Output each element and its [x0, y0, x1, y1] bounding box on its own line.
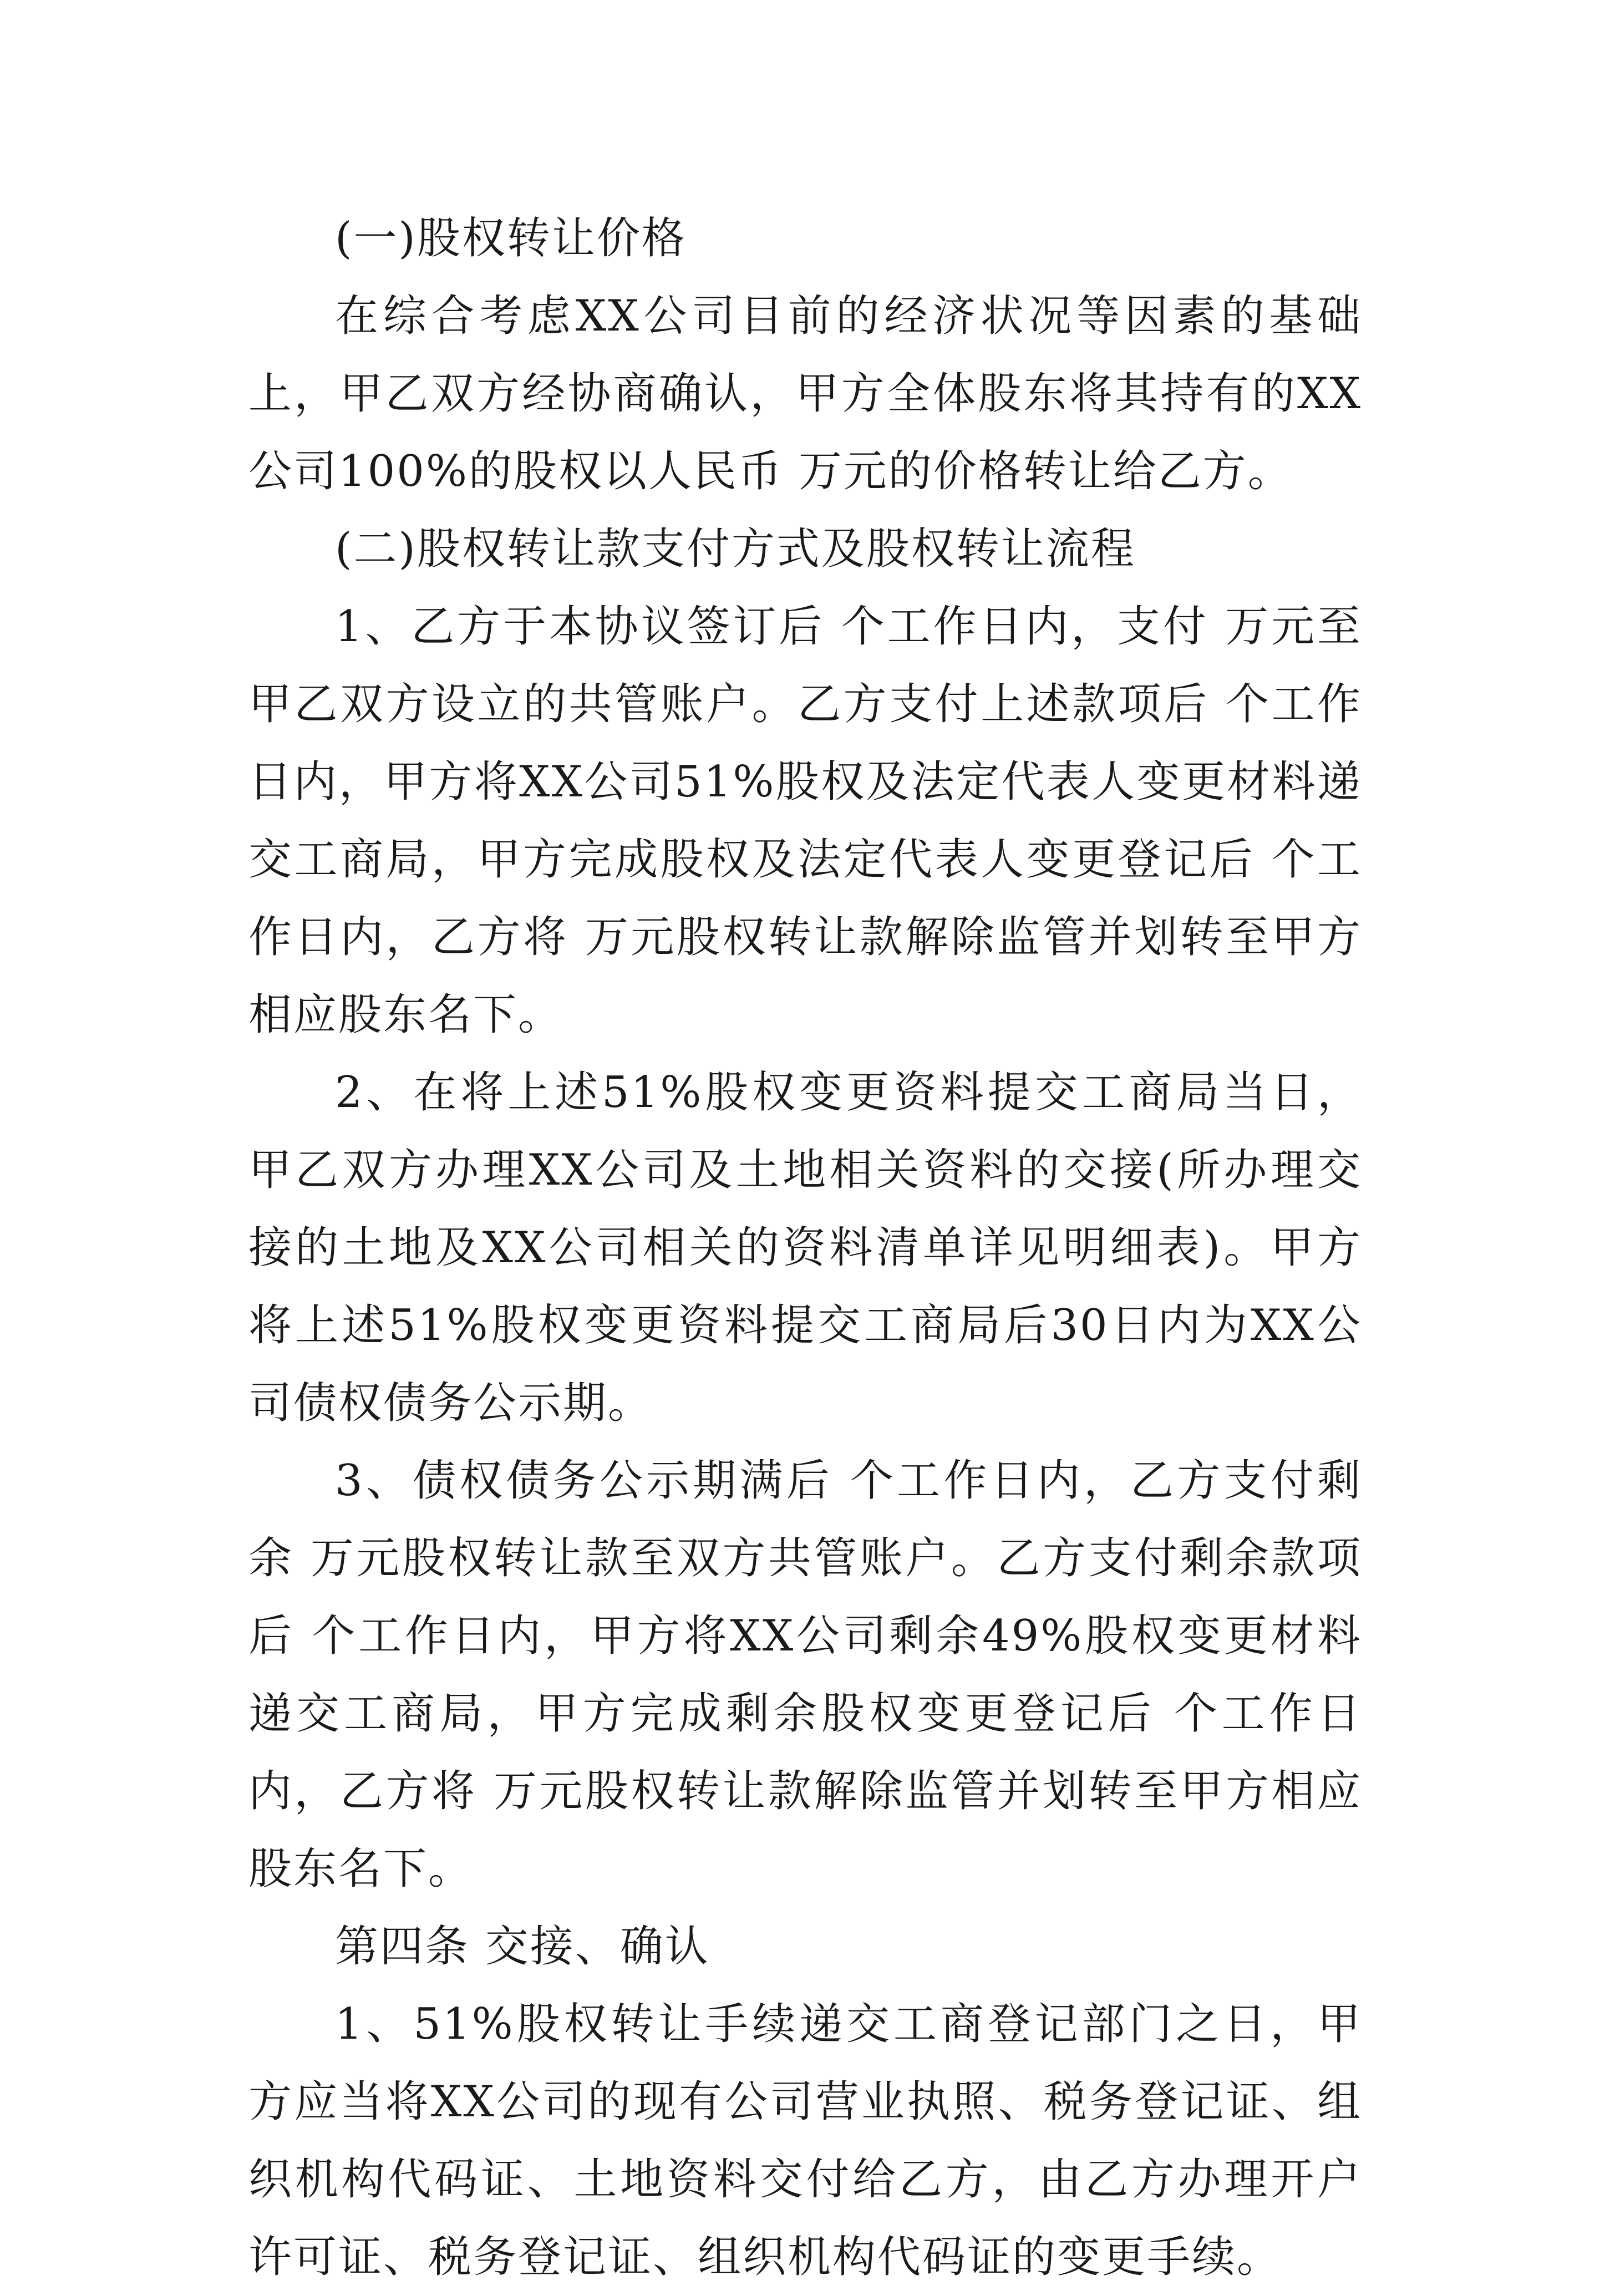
- paragraph-payment-step-2: 2、在将上述51%股权变更资料提交工商局当日，甲乙双方办理XX公司及土地相关资料的交接(所办理交接的土地及XX公司相关的资料清单详见明细表)。甲方将上述51%股权变更资料提交工商局后30日内为XX公司债权债务公示期。: [248, 1068, 1362, 1428]
- section-heading-payment: (二)股权转让款支付方式及股权转让流程: [335, 524, 1136, 574]
- section-heading-price: (一)股权转让价格: [335, 214, 687, 263]
- paragraph-price-terms: 在综合考虑XX公司目前的经济状况等因素的基础上，甲乙双方经协商确认，甲方全体股东将其持有的XX公司100%的股权以人民币 万元的价格转让给乙方。: [248, 291, 1362, 496]
- paragraph-handover-1: 1、51%股权转让手续递交工商登记部门之日，甲方应当将XX公司的现有公司营业执照、税务登记证、组织机构代码证、土地资料交付给乙方，由乙方办理开户许可证、税务登记证、组织机构代码证的变更手续。: [248, 1999, 1362, 2282]
- article-heading-handover: 第四条 交接、确认: [335, 1922, 710, 1972]
- document-body: [248, 200, 1362, 2296]
- paragraph-payment-step-3: 3、债权债务公示期满后 个工作日内，乙方支付剩余 万元股权转让款至双方共管账户。乙方支付剩余款项后 个工作日内，甲方将XX公司剩余49%股权变更材料递交工商局，甲方完成剩余股权变更登记后 个工作日内，乙方将 万元股权转让款解除监管并划转至甲方相应股东名下。: [248, 1456, 1362, 1894]
- paragraph-payment-step-1: 1、乙方于本协议签订后 个工作日内，支付 万元至甲乙双方设立的共管账户。乙方支付上述款项后 个工作日内，甲方将XX公司51%股权及法定代表人变更材料递交工商局，甲方完成股权及法定代表人变更登记后 个工作日内，乙方将 万元股权转让款解除监管并划转至甲方相应股东名下。: [248, 602, 1362, 1040]
